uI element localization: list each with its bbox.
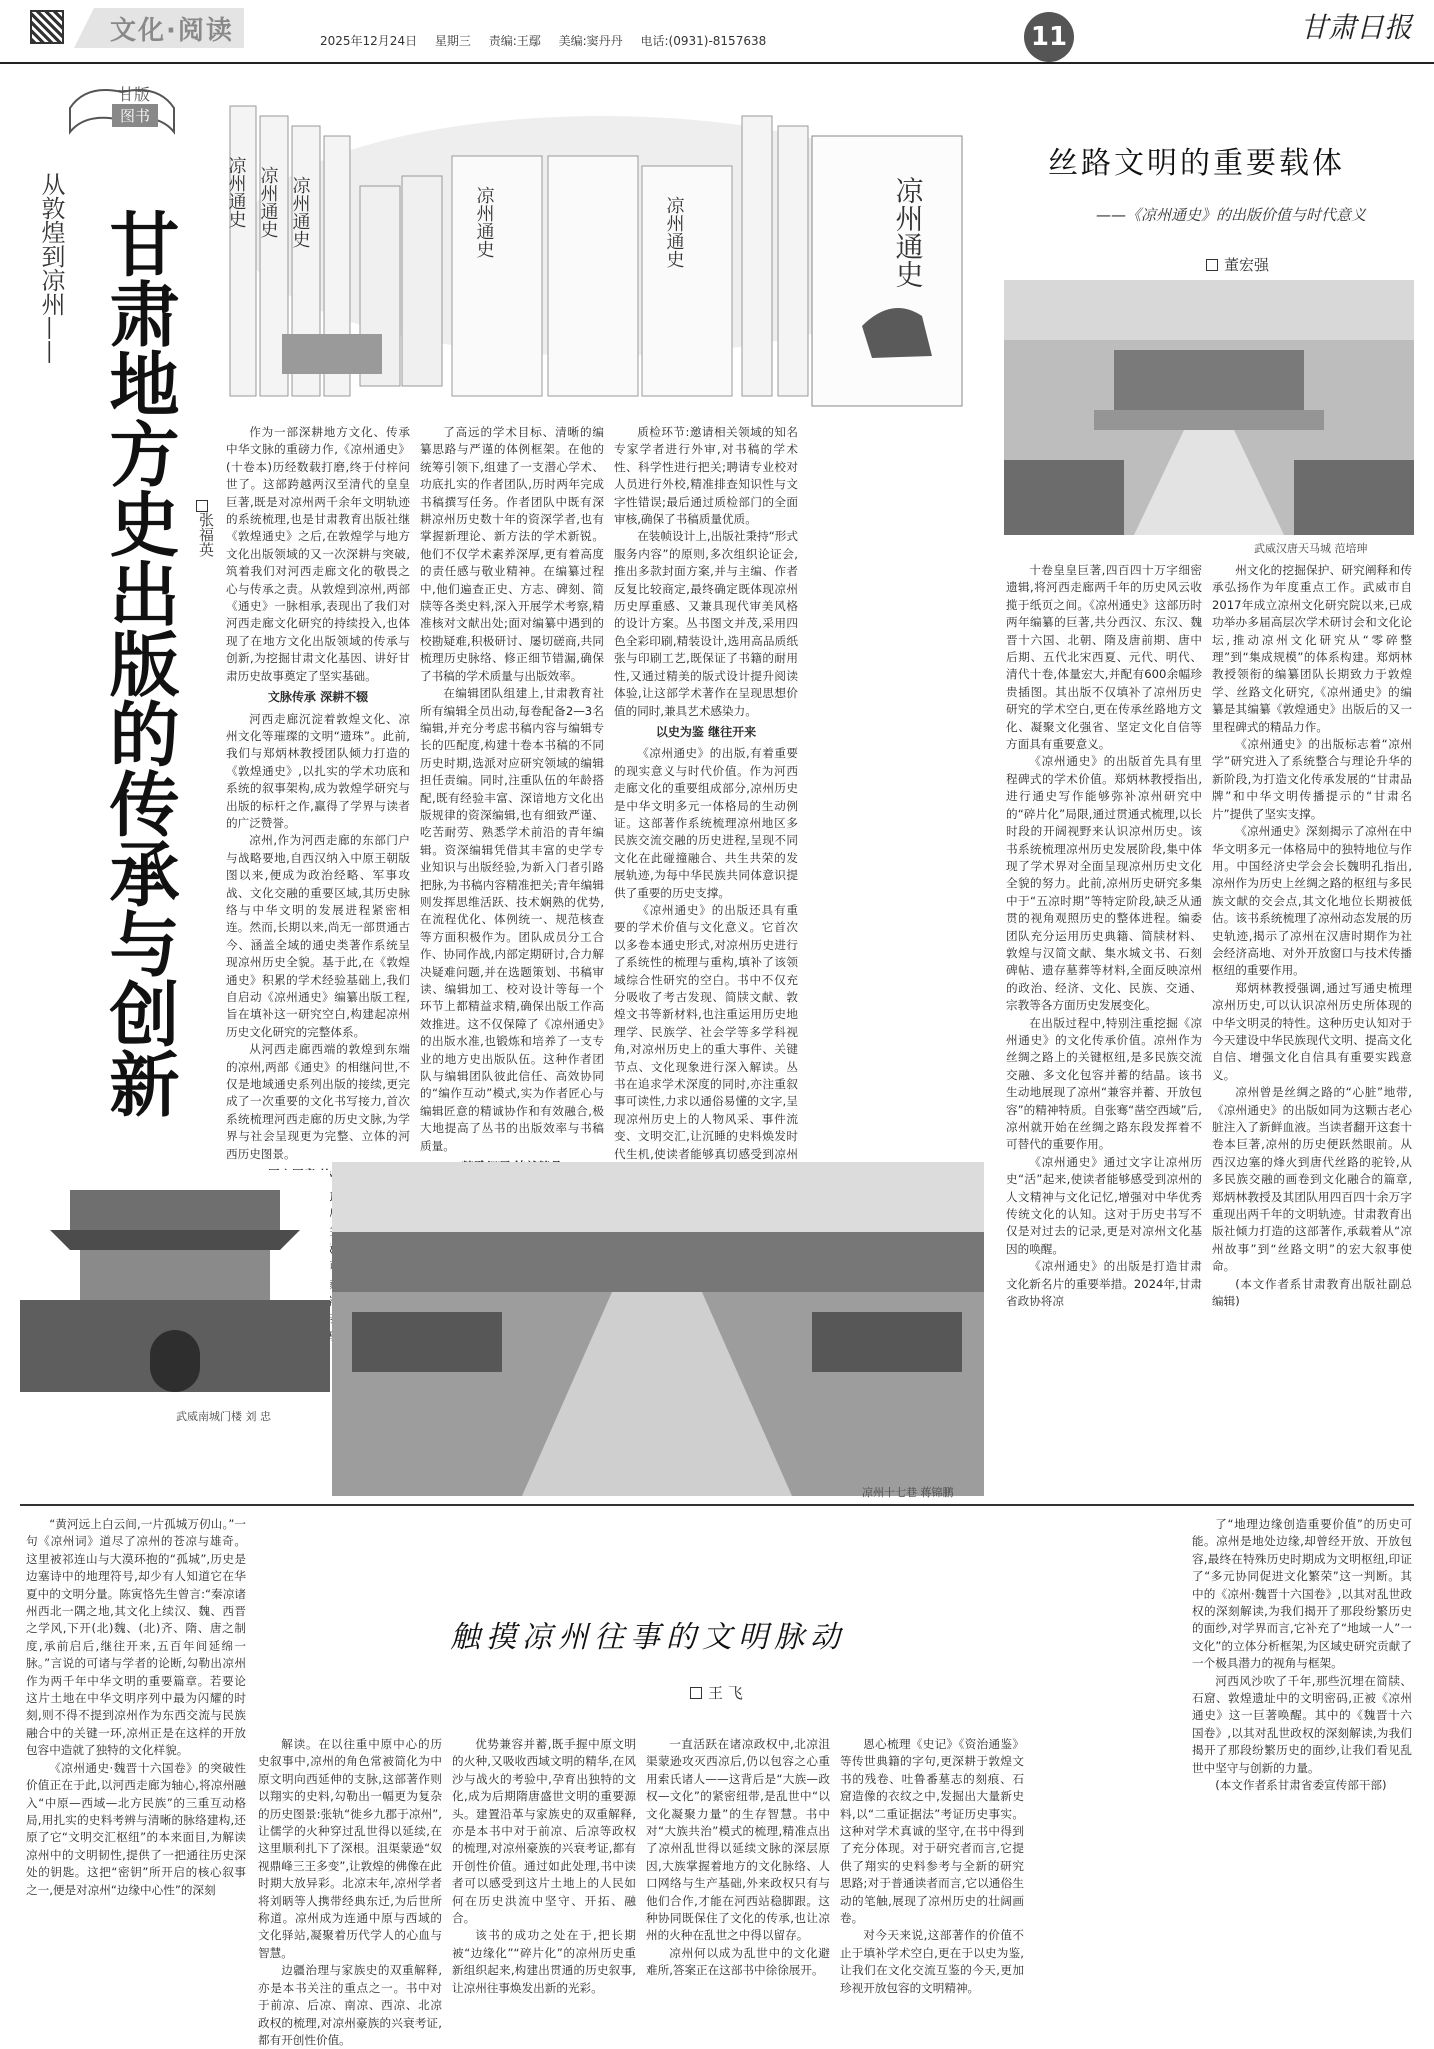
- paragraph: 在编辑团队组建上,甘肃教育社所有编辑全员出动,每卷配备2—3名编辑,并充分考虑书稿内容与编辑专长的匹配度,构建十卷本书稿的不同历史时期,选派对应研究领域的编辑担任责编。同时,注重队伍的年龄搭配,既有经验丰富、深谙地方文化出版规律的资深编辑,也有细致严谨、吃苦耐劳、熟悉学术前沿的青年编辑。资深编辑凭借其丰富的史学专业知识与出版经验,为新入门者引路把脉,为书稿内容精准把关;青年编辑则发挥思维活跃、技术娴熟的优势,在流程优化、体例统一、规范核查等方面积极作为。团队成员分工合作、协同作战,内部定期研讨,合力解决疑难问题,并在选题策划、书稿审读、编辑加工、校对设计等每一个环节上都精益求精,确保出版工作高效推进。这不仅保障了《凉州通史》的出版水准,也锻炼和培养了一支专业的地方史出版队伍。这种作者团队与编辑团队彼此信任、高效协同的“编作互动”模式,实为作者匠心与编辑匠意的精诚协作和有效融合,极大地提高了丛书的出版效率与书稿质量。: [420, 686, 604, 1153]
- page-number: 11: [1024, 12, 1074, 62]
- article-column-4: [1006, 562, 1202, 1488]
- feature-headline[interactable]: 甘肃地方史出版的传承与创新: [98, 208, 181, 1118]
- south-gate-tower-photo: [20, 1170, 330, 1392]
- article-column-1: [226, 424, 410, 1160]
- book-title: 凉州通史: [289, 176, 311, 248]
- paragraph: 对今天来说,这部著作的价值不止于填补学术空白,更在于以史为鉴,让我们在文化交流互鉴的今天,更加珍视开放包容的文明精神。: [840, 1928, 1024, 1995]
- paragraph: 优势兼容并蓄,既手握中原文明的火种,又吸收西域文明的精华,在风沙与战火的考验中,孕育出独特的文化,成为后期隋唐盛世文明的重要源头。建置沿革与家族史的双重解释,亦是本书中对于前凉、后凉等政权的梳理,对凉州豪族的兴衰考证,都有开创性价值。通过如此处理,书中读者可以感受到这片土地上的人民如何在历史洪流中坚守、开拓、融合。: [452, 1737, 636, 1926]
- paragraph: 《凉州通史》的出版标志着“凉州学”研究进入了系统整合与理论升华的新阶段,为打造文化传承发展的“甘肃品牌”和中华文明传播提示的“甘肃名片”提供了坚实支撑。: [1212, 737, 1412, 821]
- paragraph: 解读。在以往重中原中心的历史叙事中,凉州的角色常被简化为中原文明向西延伸的支脉,这部著作则以翔实的史料,勾勒出一幅更为复杂的历史图景:张轨“徙乡九郡于凉州”,让儒学的火种穿过乱世得以延续,在这里顺利扎下了深根。沮渠蒙逊“奴视鼎峰三王多变”,让敦煌的佛像在此时期大放异彩。北凉末年,凉州学者将刘昞等人携带经典东迁,为后世所称道。凉州成为连通中原与西域的文化驿站,凝聚着历代学人的心血与智慧。: [258, 1737, 442, 1960]
- paragraph: 了“地理边缘创造重要价值”的历史可能。凉州是地处边缘,却曾经开放、开放包容,最终在特殊历史时期成为文明枢纽,印证了“多元协同促进文化繁荣”这一判断。其中的《凉州·魏晋十六国卷》,以其对乱世政权的深刻解读,为我们揭开了那段纷繁历史的面纱,对学界而言,它补充了“地域一人”一文化”的立体分析框架,为区域史研究贡献了一个极具潜力的视角与框架。: [1192, 1517, 1412, 1671]
- paragraph: 凉州何以成为乱世中的文化避难所,答案正在这部书中徐徐展开。: [646, 1945, 830, 1978]
- paragraph: 恩心梳理《史记》《资治通鉴》等传世典籍的字句,更深耕于敦煌文书的残卷、吐鲁番墓志的刻痕、石窟造像的衣纹之中,发掘出大量新史料,以“二重证据法”考证历史事实。这种对学术真诚的坚守,在书中得到了充分体现。对于研究者而言,它提供了翔实的史料参考与全新的研究思路;对于普通读者而言,它以通俗生动的笔触,展现了凉州历史的壮阔画卷。: [840, 1737, 1024, 1926]
- paragraph: 作为一部深耕地方文化、传承中华文脉的重磅力作,《凉州通史》(十卷本)历经数载打磨,终于付梓问世了。这部跨越两汉至清代的皇皇巨著,既是对凉州两千余年文明轨迹的系统梳理,也是甘肃教育出版社继《敦煌通史》之后,在敦煌学与地方文化出版领域的又一次深耕与突破,筑着我们对河西走廊文化的敬畏之心与传承之责。从敦煌到凉州,两部《通史》一脉相承,表现出了我们对河西走廊文化研究的持续投入,也体现了在地方文化出版领域的传承与创新,为挖掘甘肃文化基因、讲好甘肃历史故事奠定了坚实基础。: [226, 425, 410, 683]
- paragraph: 该书的成功之处在于,把长期被“边缘化”“碎片化”的凉州历史重新组织起来,构建出贯通的历史叙事,让凉州往事焕发出新的光彩。: [452, 1928, 636, 1995]
- paragraph: 河西走廊沉淀着敦煌文化、凉州文化等璀璨的文明“遗珠”。此前,我们与郑炳林教授团队倾力打造的《敦煌通史》,以扎实的学术功底和系统的叙事架构,成为敦煌学研究与出版的标杆之作,赢得了学界与读者的广泛赞誉。: [226, 711, 410, 830]
- qr-code-icon[interactable]: [30, 10, 64, 44]
- book-title: 凉州通史: [891, 176, 925, 288]
- tianma-city-photo: [1004, 280, 1414, 535]
- issue-weekday: 星期三: [434, 34, 471, 48]
- paragraph: 凉州曾是丝绸之路的“心脏”地带,《凉州通史》的出版如同为这颗古老心脏注入了新鲜血液。当读者翻开这套十卷本巨著,凉州的历史便跃然眼前。从西汉边塞的烽火到唐代丝路的驼铃,从多民族交融的画卷到文化融合的篇章,郑炳林教授及其团队用四百四十余万字重现出两千年的文明轨迹。甘肃教育出版社倾力打造的这部著作,承载着从“凉州故事”到“丝路文明”的宏大叙事使命。: [1212, 1085, 1412, 1274]
- designer-credit: 美编:窦丹丹: [558, 34, 623, 48]
- book-set-photo: [222, 96, 982, 416]
- byline-box-icon: [196, 500, 208, 512]
- book-title: 凉州通史: [225, 156, 247, 228]
- book-title: 凉州通史: [663, 196, 685, 268]
- bottom-column-5: [840, 1736, 1024, 2036]
- book-title: 凉州通史: [473, 186, 495, 258]
- bottom-column-6: [1192, 1516, 1412, 2036]
- article-column-5: [1212, 562, 1412, 1488]
- byline-box-icon: [1206, 259, 1218, 271]
- byline-box-icon: [690, 1687, 702, 1699]
- paragraph: 质检环节:邀请相关领域的知名专家学者进行外审,对书稿的学术性、科学性进行把关;聘请专业校对人员进行外校,精准排查知识性与文字性错误;最后通过质检部门的全面审核,确保了书稿质量优质。: [614, 425, 798, 527]
- bottom-byline: 王 飞: [690, 1682, 743, 1703]
- paragraph: 边疆治理与家族史的双重解释,亦是本书关注的重点之一。书中对于前凉、后凉、南凉、西凉、北凉政权的梳理,对凉州豪族的兴衰考证,都有开创性价值。: [258, 1963, 442, 2047]
- right-subheadline: ——《凉州通史》的出版价值与时代意义: [1096, 206, 1367, 224]
- newspaper-masthead: 甘肃日报: [1300, 11, 1413, 44]
- book-title: 凉州通史: [257, 166, 279, 238]
- page-header: [0, 0, 1434, 64]
- paragraph: 《凉州通史》的出版是打造甘肃文化新名片的重要举措。2024年,甘肃省政协将凉: [1006, 1259, 1202, 1309]
- subheading: 文脉传承 深耕不辍: [267, 690, 369, 705]
- section-title: 文化·阅读: [110, 16, 234, 46]
- editor-credit: 责编:王鄢: [488, 34, 541, 48]
- column-tag-sublabel: 图书: [112, 104, 158, 127]
- paragraph: 从河西走廊西端的敦煌到东端的凉州,两部《通史》的相继问世,不仅是地域通史系列出版的接续,更完成了一次重要的文化书写接力,首次系统梳理河西走廊的历史文脉,为学界与社会呈现更为完整、立体的河西历史图景。: [226, 1042, 410, 1161]
- paragraph: 《凉州通史·魏晋十六国卷》的突破性价值正在于此,以河西走廊为轴心,将凉州融入“中原—西域—北方民族”的三重互动格局,用扎实的史料考辨与清晰的脉络建构,还原了它“文明交汇枢纽”的本来面目,为解读凉州中的文明韧性,提供了一把通往历史深处的钥匙。这把“密钥”所开启的核心叙事之一,便是对凉州“边缘中心性”的深刻: [26, 1760, 246, 1897]
- right-byline: 董宏强: [1206, 254, 1269, 275]
- article-footnote: (本文作者系甘肃教育出版社副总编辑): [1212, 1276, 1412, 1309]
- paragraph: 十卷皇皇巨著,四百四十万字细密遗辑,将河西走廊两千年的历史风云收揽于纸页之间。《凉州通史》这部历时两年编纂的巨著,共分西汉、东汉、魏晋十六国、北朝、隋及唐前期、唐中后期、五代北宋西夏、元代、明代、清代十卷,体量宏大,并配有600余幅珍贵插图。其出版不仅填补了凉州历史研究的学术空白,更在传承丝路地方文化、凝聚文化强省、坚定文化自信等方面具有重要意义。: [1006, 563, 1202, 752]
- column-tag-label: 甘版: [118, 85, 151, 104]
- phone-number: 电话:(0931)-8157638: [640, 34, 767, 48]
- tower-photo-caption: 武威南城门楼 刘 忠: [176, 1410, 271, 1423]
- article-column-3: [614, 424, 798, 1160]
- bottom-headline[interactable]: 触摸凉州往事的文明脉动: [450, 1620, 846, 1655]
- paragraph: 《凉州通史》深刻揭示了凉州在中华文明多元一体格局中的独特地位与作用。中国经济史学会会长魏明孔指出,凉州作为历史上丝绸之路的枢纽与多民族文献的交会点,其文化地位长期被低估。该书系统梳理了凉州动态发展的历史轨迹,揭示了凉州在汉唐时期作为社会经济高地、对外开放窗口与技术传播枢纽的重要作用。: [1212, 824, 1412, 978]
- paragraph: 了高远的学术目标、清晰的编纂思路与严谨的体例框架。在他的统筹引领下,组建了一支潜心学术、功底扎实的作者团队,历时两年完成书稿撰写任务。作者团队中既有深耕凉州历史数十年的资深学者,也有掌握新理论、新方法的学术新锐。他们不仅学术素养深厚,更有着高度的责任感与敬业精神。在编纂过程中,他们遍查正史、方志、碑刻、简牍等各类史料,深入开展学术考察,精准核对文献出处;面对编纂中遇到的校勘疑难,积极研讨、屡切磋商,共同梳理历史脉络、修正细节错漏,确保了书稿的学术质量与出版效率。: [420, 425, 604, 683]
- feature-byline: 张福英: [196, 500, 217, 557]
- article-column-2: [420, 424, 604, 1160]
- paragraph: 《凉州通史》的出版,有着重要的现实意义与时代价值。作为河西走廊文化的重要组成部分,凉州历史是中华文明多元一体格局的生动例证。这部著作系统梳理凉州地区多民族交流交融的历史进程,呈现不同文化在此碰撞融合、共生共荣的发展轨迹,为每中华民族共同体意识提供了重要的历史支撑。: [614, 746, 798, 900]
- paragraph: 州文化的挖掘保护、研究阐释和传承弘扬作为年度重点工作。武威市自2017年成立凉州文化研究院以来,已成功举办多届高层次学术研讨会和文化论坛,推动凉州文化研究从“零碎整理”到“集成规模”的体系构建。郑炳林教授领衔的编纂团队长期致力于敦煌学、丝路文化研究,《凉州通史》的编纂是其编纂《敦煌通史》出版后的又一里程碑式的精品力作。: [1212, 563, 1412, 734]
- paragraph: 《凉州通史》的出版还具有重要的学术价值与文化意义。它首次以多卷本通史形式,对凉州历史进行了系统性的梳理与重构,填补了该领域综合性研究的空白。书中不仅充分吸收了考古发现、简牍文献、敦煌文书等新材料,也注重运用历史地理学、民族学、社会学等多学科视角,对凉州历史上的重大事件、关键节点、文化现象进行深入解读。丛书在追求学术深度的同时,亦注重叙事可读性,力求以通俗易懂的文字,呈现凉州历史上的人物风采、事件流变、文明交汇,让沉睡的史料焕发时代生机,使读者能够真切感受到凉州: [614, 902, 798, 1161]
- tianma-photo-caption: 武威汉唐天马城 范培珅: [1254, 542, 1368, 555]
- bottom-column-4: [646, 1736, 830, 2036]
- article-footnote: (本文作者系甘肃省委宣传部干部): [1215, 1778, 1387, 1793]
- paragraph: 郑炳林教授强调,通过写通史梳理凉州历史,可以认识凉州历史所体现的中华文明灵的特性。这种历史认知对于今天建设中华民族现代文明、提高文化自信、增强文化自信具有重要实践意义。: [1212, 980, 1412, 1082]
- paragraph: 《凉州通史》通过文字让凉州历史“活”起来,使读者能够感受到凉州的人文精神与文化记忆,增强对中华优秀传统文化的认知。这对于历史书写不仅是对过去的记录,更是对凉州文化基因的唤醒。: [1006, 1154, 1202, 1256]
- paragraph: “黄河远上白云间,一片孤城万仞山。”一句《凉州词》道尽了凉州的苍凉与雄奇。这里被祁连山与大漠环抱的“孤城”,历史是边塞诗中的地理符号,却少有人知道它在华夏中的文明分量。陈寅恪先生曾言:“秦凉诸州西北一隅之地,其文化上续汉、魏、西晋之学风,下开(北)魏、(北)齐、隋、唐之制度,承前启后,继往开来,五百年间延绵一脉。”言说的可诸与学者的论断,勾勒出凉州作为两千年中华文明的重要篇章。若要论这片土地在中华文明序列中最为闪耀的时刻,则不得不提到凉州作为东西交流与民族融合中的关键一环,凉州正是在这样的开放包容中造就了独特的文化样貌。: [26, 1517, 246, 1758]
- feature-kicker: 从敦煌到凉州——: [37, 172, 65, 364]
- header-meta: [320, 32, 780, 49]
- bottom-column-1: [26, 1516, 246, 2036]
- liangzhou-alley-photo: [332, 1162, 984, 1496]
- paragraph: 在出版过程中,特别注重挖掘《凉州通史》的文化传承价值。凉州作为丝绸之路上的关键枢纽,是多民族交流交融、多文化包容并蓄的结晶。该书生动地展现了凉州“兼容并蓄、开放包容”的精神特质。自张骞“凿空西域”后,凉州就开始在丝绸之路东段发挥着不可替代的重要作用。: [1006, 1015, 1202, 1152]
- paragraph: 一直活跃在诸凉政权中,北凉沮渠蒙逊攻灭西凉后,仍以包容之心重用索氏诸人——这背后是“大族—政权—文化”的紧密纽带,是乱世中“以文化凝聚力量”的生存智慧。书中对“大族共治”模式的梳理,精准点出了凉州乱世得以延续文脉的深层原因,大族掌握着地方的文化脉络、人口网络与生产基础,外来政权只有与他们合作,才能在河西站稳脚跟。这种协同既保住了文化的传承,也让凉州的火种在乱世之中得以留存。: [646, 1737, 830, 1943]
- paragraph: 凉州,作为河西走廊的东部门户与战略要地,自西汉纳入中原王朝版图以来,便成为政治经略、军事攻战、文化交融的重要区域,其历史脉络与中华文明的发展进程紧密相连。然而,长期以来,尚无一部贯通古今、涵盖全域的通史类著作系统呈现凉州历史全貌。基于此,在《敦煌通史》积累的学术经验基础上,我们自启动《凉州通史》编纂出版工程,旨在填补这一研究空白,构建起凉州历史文化研究的完整体系。: [226, 833, 410, 1039]
- bottom-column-2: [258, 1736, 442, 2047]
- issue-date: 2025年12月24日: [320, 34, 418, 48]
- paragraph: 《凉州通史》的出版首先具有里程碑式的学术价值。郑炳林教授指出,进行通史写作能够弥补凉州研究中的“碎片化”局限,通过贯通式梳理,以长时段的开阔视野来认识凉州历史。该书系统梳理凉州历史发展阶段,集中体现了学术界对全面呈现凉州历史文化全貌的努力。此前,凉州历史研究多集中于“五凉时期”等特定阶段,缺乏从通贯的视角观照历史的整体进程。编委团队充分运用历史典籍、简牍材料、敦煌与汉简文献、集水城文书、石刻碑帖、遗存墓葬等材料,全面反映凉州的政治、经济、文化、民族、交通、宗教等各方面历史发展变化。: [1006, 754, 1202, 1013]
- right-headline[interactable]: 丝路文明的重要载体: [1048, 146, 1345, 181]
- bottom-column-3: [452, 1736, 636, 2036]
- alley-photo-caption: 凉州十七巷 蒋锦鹏: [862, 1486, 954, 1499]
- paragraph: 在装帧设计上,出版社秉持“形式服务内容”的原则,多次组织论证会,推出多款封面方案,并与主编、作者反复比较商定,最终确定既体现凉州历史厚重感、又兼具现代审美风格的设计方案。丛书图文并茂,采用四色全彩印刷,精装设计,选用高品质纸张与印刷工艺,既保证了书籍的耐用性,又通过精美的版式设计提升阅读体验,让这部学术著作在呈现思想价值的同时,兼具艺术感染力。: [614, 529, 798, 718]
- section-divider: [20, 1504, 1414, 1506]
- subheading: 以史为鉴 继往开来: [655, 724, 757, 739]
- paragraph: 河西风沙吹了千年,那些沉埋在简牍、石窟、敦煌遗址中的文明密码,正被《凉州通史》这一巨著唤醒。其中的《魏晋十六国卷》,以其对乱世政权的深刻解读,为我们揭开了那段纷繁历史的面纱,让我们看见乱世中坚守与创新的力量。: [1192, 1673, 1412, 1775]
